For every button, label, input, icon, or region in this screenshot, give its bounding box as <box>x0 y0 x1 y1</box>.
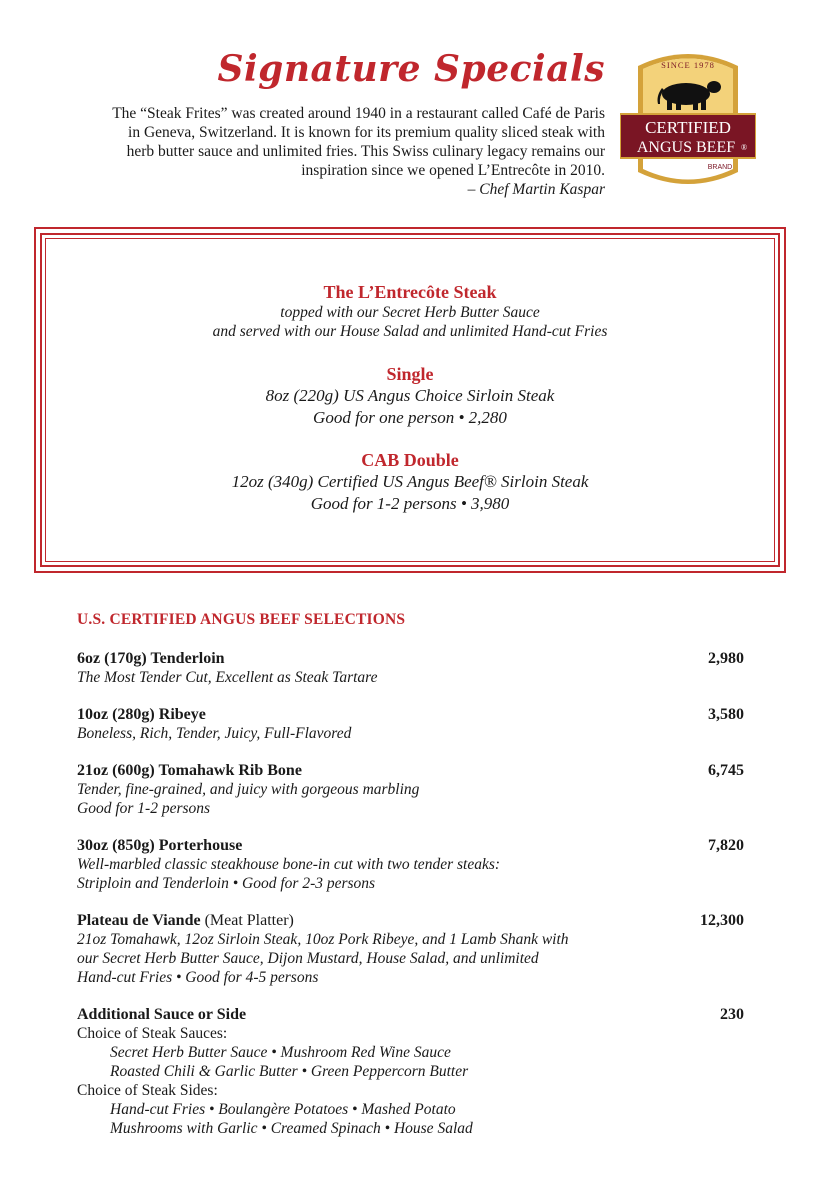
item-name: Plateau de Viande <box>77 912 201 929</box>
item-price: 12,300 <box>700 912 744 929</box>
intro-line: inspiration since we opened L’Entrecôte in 2010. <box>301 162 605 179</box>
item-name-suffix: (Meat Platter) <box>200 912 294 929</box>
selections-heading: U.S. CERTIFIED ANGUS BEEF SELECTIONS <box>77 611 406 628</box>
item-desc: Tender, fine-grained, and juicy with gorgeous marbling <box>77 781 420 798</box>
special-desc: and served with our House Salad and unlimited Hand-cut Fries <box>212 323 608 340</box>
menu-item-additional <box>77 1005 744 1138</box>
item-name: 21oz (600g) Tomahawk Rib Bone <box>77 762 302 779</box>
item-price: 230 <box>720 1006 744 1023</box>
item-desc: 21oz Tomahawk, 12oz Sirloin Steak, 10oz Pork Ribeye, and 1 Lamb Shank with <box>77 931 569 948</box>
svg-text:ANGUS BEEF: ANGUS BEEF <box>636 139 736 156</box>
item-name: 6oz (170g) Tenderloin <box>77 650 225 667</box>
double-cut: 12oz (340g) Certified US Angus Beef® Sirloin Steak <box>231 472 589 491</box>
special-box <box>34 227 786 573</box>
page-title: Signature Specials <box>217 48 605 90</box>
single-price: Good for one person • 2,280 <box>313 408 507 427</box>
item-price: 7,820 <box>708 837 744 854</box>
single-cut: 8oz (220g) US Angus Choice Sirloin Steak <box>265 386 555 405</box>
intro-line: in Geneva, Switzerland. It is known for its premium quality sliced steak with <box>128 124 605 141</box>
item-name: 10oz (280g) Ribeye <box>77 706 206 723</box>
special-desc: topped with our Secret Herb Butter Sauce <box>280 304 540 321</box>
item-price: 2,980 <box>708 650 744 667</box>
item-desc: Well-marbled classic steakhouse bone-in cut with two tender steaks: <box>77 856 501 873</box>
intro-text <box>45 104 605 199</box>
item-desc: Boneless, Rich, Tender, Juicy, Full-Flavored <box>77 725 352 742</box>
sauces-options: Secret Herb Butter Sauce • Mushroom Red Wine Sauce <box>110 1044 451 1061</box>
menu-item <box>77 649 744 687</box>
menu-item <box>77 911 744 987</box>
sauces-label: Choice of Steak Sauces: <box>77 1025 228 1042</box>
double-price: Good for 1-2 persons • 3,980 <box>310 494 510 513</box>
item-price: 6,745 <box>708 762 744 779</box>
chef-signature: – Chef Martin Kaspar <box>467 181 605 198</box>
special-title: The L’Entrecôte Steak <box>323 282 497 302</box>
item-desc: The Most Tender Cut, Excellent as Steak Tartare <box>77 669 378 686</box>
item-desc: Good for 1-2 persons <box>77 800 211 817</box>
item-name: Additional Sauce or Side <box>77 1006 247 1023</box>
svg-text:SINCE 1978: SINCE 1978 <box>661 60 715 70</box>
item-price: 3,580 <box>708 706 744 723</box>
item-desc: Hand-cut Fries • Good for 4-5 persons <box>77 969 319 986</box>
menu-item <box>77 705 744 743</box>
sides-label: Choice of Steak Sides: <box>77 1082 218 1099</box>
svg-text:CERTIFIED: CERTIFIED <box>645 118 731 137</box>
menu-item <box>77 761 744 818</box>
item-desc: Striploin and Tenderloin • Good for 2-3 persons <box>77 875 376 892</box>
svg-text:BRAND: BRAND <box>707 164 733 171</box>
item-name: 30oz (850g) Porterhouse <box>77 837 243 854</box>
sides-options: Mushrooms with Garlic • Creamed Spinach • House Salad <box>110 1120 473 1137</box>
sides-options: Hand-cut Fries • Boulangère Potatoes • Mashed Potato <box>110 1101 456 1118</box>
intro-line: herb butter sauce and unlimited fries. This Swiss culinary legacy remains our <box>126 143 605 160</box>
sauces-options: Roasted Chili & Garlic Butter • Green Peppercorn Butter <box>110 1063 469 1080</box>
svg-text:®: ® <box>740 143 748 152</box>
menu-item <box>77 836 744 893</box>
intro-line: The “Steak Frites” was created around 1940 in a restaurant called Café de Paris <box>112 105 605 122</box>
double-title: CAB Double <box>361 450 459 470</box>
certified-angus-beef-logo <box>620 44 756 190</box>
item-desc: our Secret Herb Butter Sauce, Dijon Mustard, House Salad, and unlimited <box>77 950 539 967</box>
single-title: Single <box>386 364 434 384</box>
